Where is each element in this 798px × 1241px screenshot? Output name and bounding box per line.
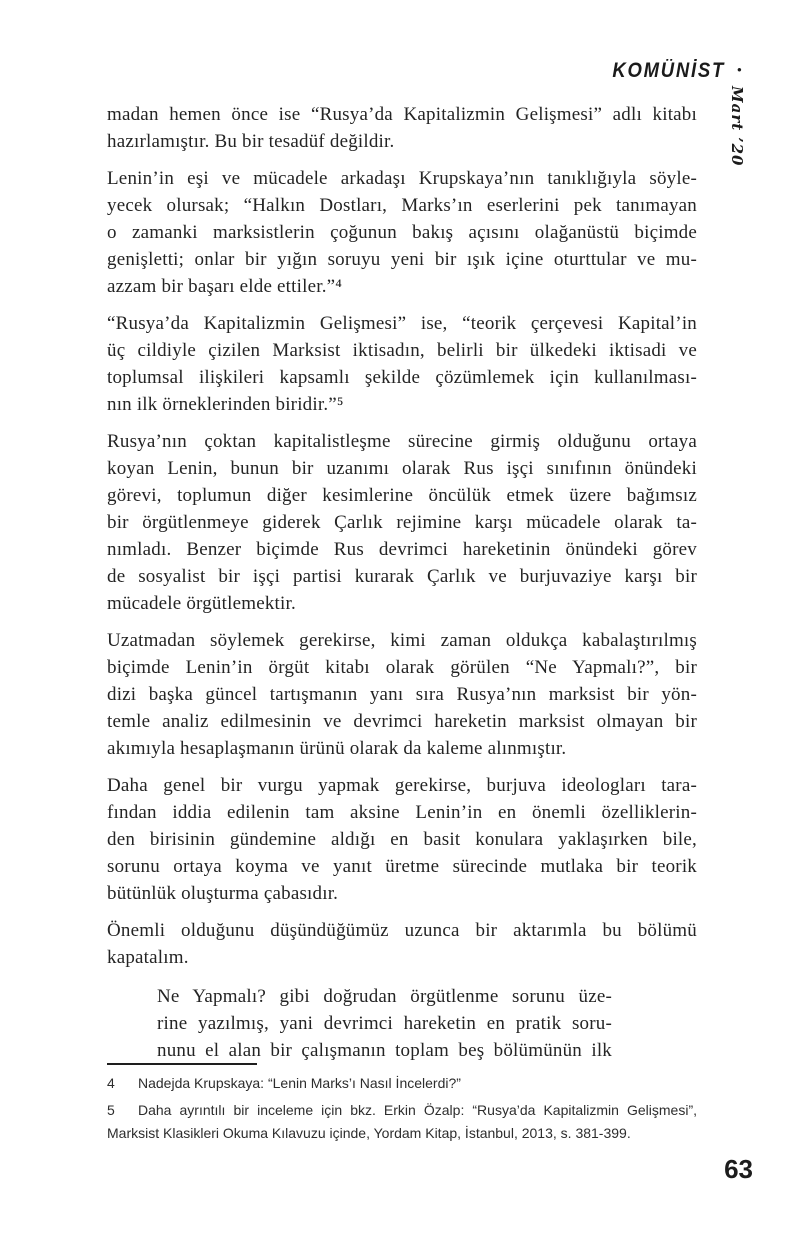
footnotes-list [107, 1072, 697, 1145]
footnote [107, 1072, 697, 1095]
page-header [597, 59, 742, 83]
text-line: temle analiz edilmesinin ve devrimci hareketin marksist olmayan bir [107, 711, 697, 732]
footnote-line: Marksist Klasikleri Okuma Kılavuzu içinde, Yordam Kitap, İstanbul, 2013, s. 381-399. [107, 1125, 631, 1141]
text-line: üç cildiyle çizilen Marksist iktisadın, belirli bir ülkedeki iktisadi ve [107, 340, 697, 361]
quote-line: rine yazılmış, yani devrimci hareketin en pratik soru- [157, 1013, 612, 1034]
text-line: fından iddia edilenin tam aksine Lenin’in en önemli özelliklerin- [107, 802, 697, 823]
text-line: genişletti; onlar bir yığın soruyu yeni bir ışık içine oturttular ve mu- [107, 249, 697, 270]
paragraph [107, 101, 697, 155]
text-line: madan hemen önce ise “Rusya’da Kapitalizmin Gelişmesi” adlı kitabı [107, 104, 697, 125]
text-line: Lenin’in eşi ve mücadele arkadaşı Krupskaya’nın tanıklığıyla söyle- [107, 168, 697, 189]
text-line: “Rusya’da Kapitalizmin Gelişmesi” ise, “teorik çerçevesi Kapital’in [107, 313, 697, 334]
text-line: den birisinin gündemine aldığı en basit konulara yaklaşırken bile, [107, 829, 697, 850]
text-line: nımladı. Benzer biçimde Rus devrimci hareketinin önündeki görev [107, 539, 697, 560]
quote-line: Ne Yapmalı? gibi doğrudan örgütlenme sorunu üze- [157, 986, 612, 1007]
text-line: koyan Lenin, bunun bir uzanımı olarak Rus işçi sınıfının önündeki [107, 458, 697, 479]
text-line: nın ilk örneklerinden biridir.”⁵ [107, 394, 344, 415]
paragraph [107, 772, 697, 907]
text-line: akımıyla hesaplaşmanın ürünü olarak da kaleme alınmıştır. [107, 738, 567, 759]
text-line: dizi başka güncel tartışmanın yanı sıra Rusya’nın marksist bir yön- [107, 684, 697, 705]
text-line: yecek olursak; “Halkın Dostları, Marks’ın eserlerini pek tanımayan [107, 195, 697, 216]
paragraph [107, 165, 697, 300]
paragraph [107, 917, 697, 971]
paragraph [107, 428, 697, 617]
paragraph [107, 310, 697, 418]
text-line: mücadele örgütlemektir. [107, 593, 296, 614]
text-line: azzam bir başarı elde ettiler.”⁴ [107, 276, 343, 297]
footnote [107, 1099, 697, 1145]
journal-title: KOMÜNİST [612, 59, 725, 82]
text-line: biçimde Lenin’in örgüt kitabı olarak görülen “Ne Yapmalı?”, bir [107, 657, 697, 678]
footnote-text: Daha ayrıntılı bir inceleme için bkz. Erkin Özalp: “Rusya’da Kapitalizmin Gelişmesi”, [138, 1102, 697, 1118]
text-line: sorunu ortaya koyma ve yanıt üretme sürecinde mutlaka bir teorik [107, 856, 697, 877]
text-line: Önemli olduğunu düşündüğümüz uzunca bir aktarımla bu bölümü [107, 920, 697, 941]
text-line: toplumsal ilişkileri kapsamlı şekilde çözümlemek için kullanılması- [107, 367, 697, 388]
text-line: o zamanki marksistlerin çoğunun bakış açısını olağanüstü biçimde [107, 222, 697, 243]
text-line: hazırlamıştır. Bu bir tesadüf değildir. [107, 131, 395, 152]
text-line: bir örgütlenmeye giderek Çarlık rejimine karşı mücadele olarak ta- [107, 512, 697, 533]
footnote-text: Nadejda Krupskaya: “Lenin Marks’ı Nasıl İncelerdi?” [138, 1075, 461, 1091]
footnote-line [107, 1072, 697, 1095]
text-line: görevi, toplumun diğer kesimlerine öncülük etmek üzere bağımsız [107, 485, 697, 506]
text-line: Rusya’nın çoktan kapitalistleşme sürecine girmiş olduğunu ortaya [107, 431, 697, 452]
footnotes-section [107, 1063, 697, 1149]
issue-date-sidebar: Mart ’20 [728, 86, 746, 167]
text-line: Daha genel bir vurgu yapmak gerekirse, burjuva ideologları tara- [107, 775, 697, 796]
footnote-number: 4 [107, 1075, 115, 1091]
quote-line: nunu el alan bir çalışmanın toplam beş bölümünün ilk [157, 1040, 612, 1061]
text-line: de sosyalist bir işçi partisi kurarak Çarlık ve burjuvaziye karşı bir [107, 566, 697, 587]
text-line: bütünlük oluşturma çabasıdır. [107, 883, 339, 904]
footnote-line [107, 1099, 697, 1122]
block-quote [157, 983, 612, 1064]
text-line: Uzatmadan söylemek gerekirse, kimi zaman oldukça kabalaştırılmış [107, 630, 697, 651]
bullet-icon: • [736, 62, 742, 79]
text-line: kapatalım. [107, 947, 189, 968]
footnote-separator [107, 1063, 257, 1065]
footnote-number: 5 [107, 1102, 115, 1118]
paragraph [107, 627, 697, 762]
page-number: 63 [724, 1154, 753, 1184]
article-body [107, 101, 697, 1074]
